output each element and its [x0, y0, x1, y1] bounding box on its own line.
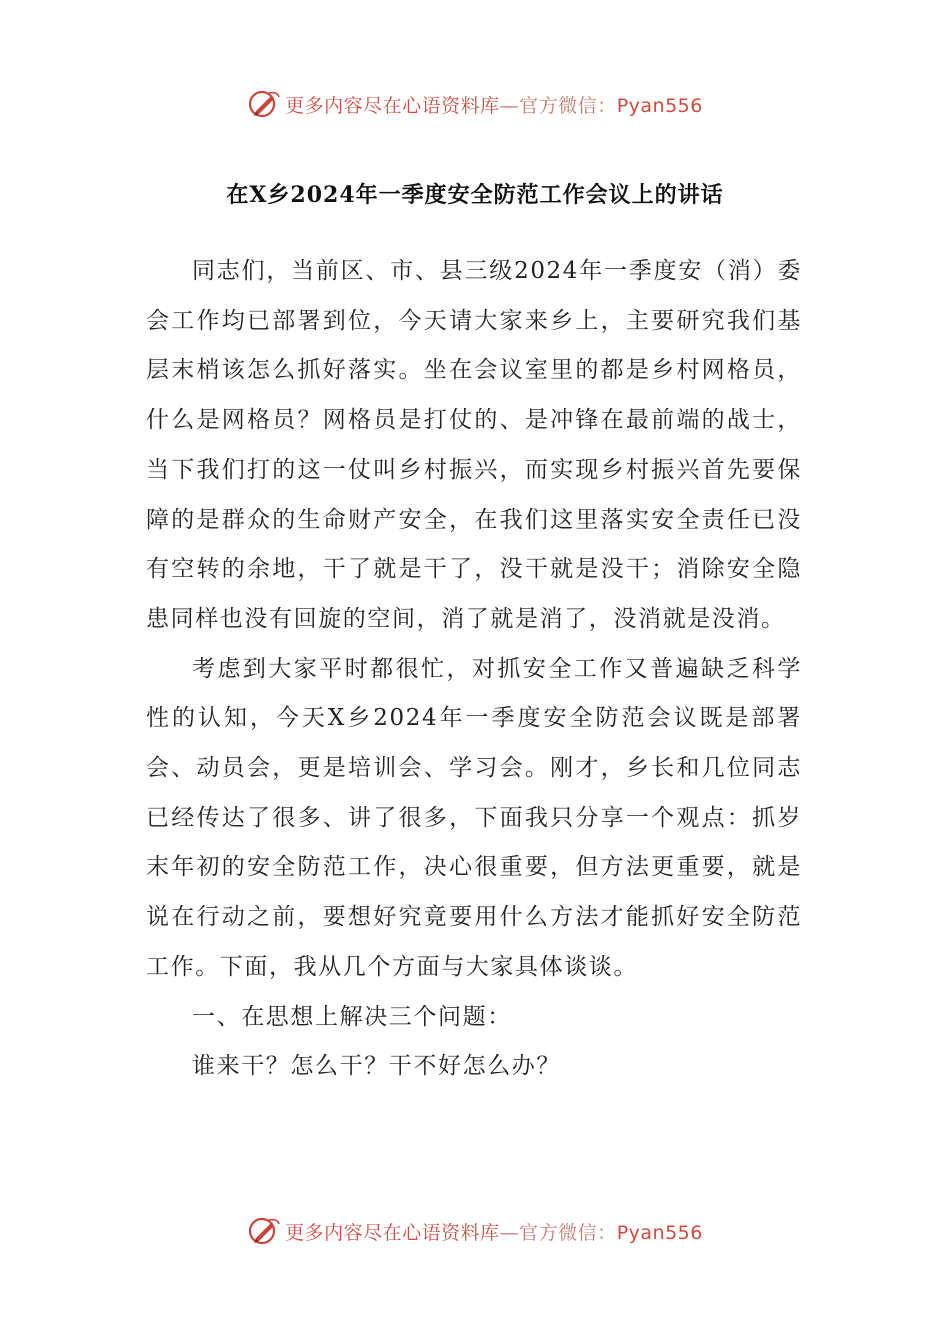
document-title: 在X乡2024年一季度安全防范工作会议上的讲话 [226, 182, 724, 208]
watermark-wechat-label: 官方微信： [519, 1221, 617, 1244]
header-watermark [0, 84, 950, 124]
watermark-site: 更多内容尽在心语资料库 [285, 94, 500, 117]
watermark-wechat-id: Pyan556 [616, 94, 703, 117]
watermark-site: 更多内容尽在心语资料库 [285, 1221, 500, 1244]
paragraph-3: 一、在思想上解决三个问题： [192, 1003, 512, 1030]
watermark-dash: — [499, 1221, 520, 1244]
document-body [146, 247, 802, 1092]
paragraph-4: 谁来干？怎么干？干不好怎么办？ [192, 1053, 561, 1080]
watermark-wechat-label: 官方微信： [519, 94, 617, 117]
paragraph-2: 考虑到大家平时都很忙，对抓安全工作又普遍缺乏科学性的认知，今天X乡2024年一季度安全防范会议既是部署会、动员会，更是培训会、学习会。刚才，乡长和几位同志已经传达了很多、讲了很多，下面我只分享一个观点：抓岁末年初的安全防范工作，决心很重要，但方法更重要，就是说在行动之前，要想好究竟要用什么方法才能抓好安全防范工作。下面，我从几个方面与大家具体谈谈。 [146, 655, 802, 980]
pen-logo-icon [247, 1214, 281, 1248]
watermark-dash: — [499, 94, 520, 117]
watermark-text [285, 91, 703, 118]
pen-logo-icon [247, 87, 281, 121]
watermark-wechat-id: Pyan556 [616, 1221, 703, 1244]
footer-watermark [0, 1211, 950, 1251]
watermark-text [285, 1218, 703, 1245]
paragraph-1: 同志们，当前区、市、县三级2024年一季度安（消）委会工作均已部署到位，今天请大家来乡上，主要研究我们基层末梢该怎么抓好落实。坐在会议室里的都是乡村网格员，什么是网格员？网格员是打仗的、是冲锋在最前端的战士，当下我们打的这一仗叫乡村振兴，而实现乡村振兴首先要保障的是群众的生命财产安全，在我们这里落实安全责任已没有空转的余地，干了就是干了，没干就是没干；消除安全隐患同样也没有回旋的空间，消了就是消了，没消就是没消。 [146, 258, 802, 632]
